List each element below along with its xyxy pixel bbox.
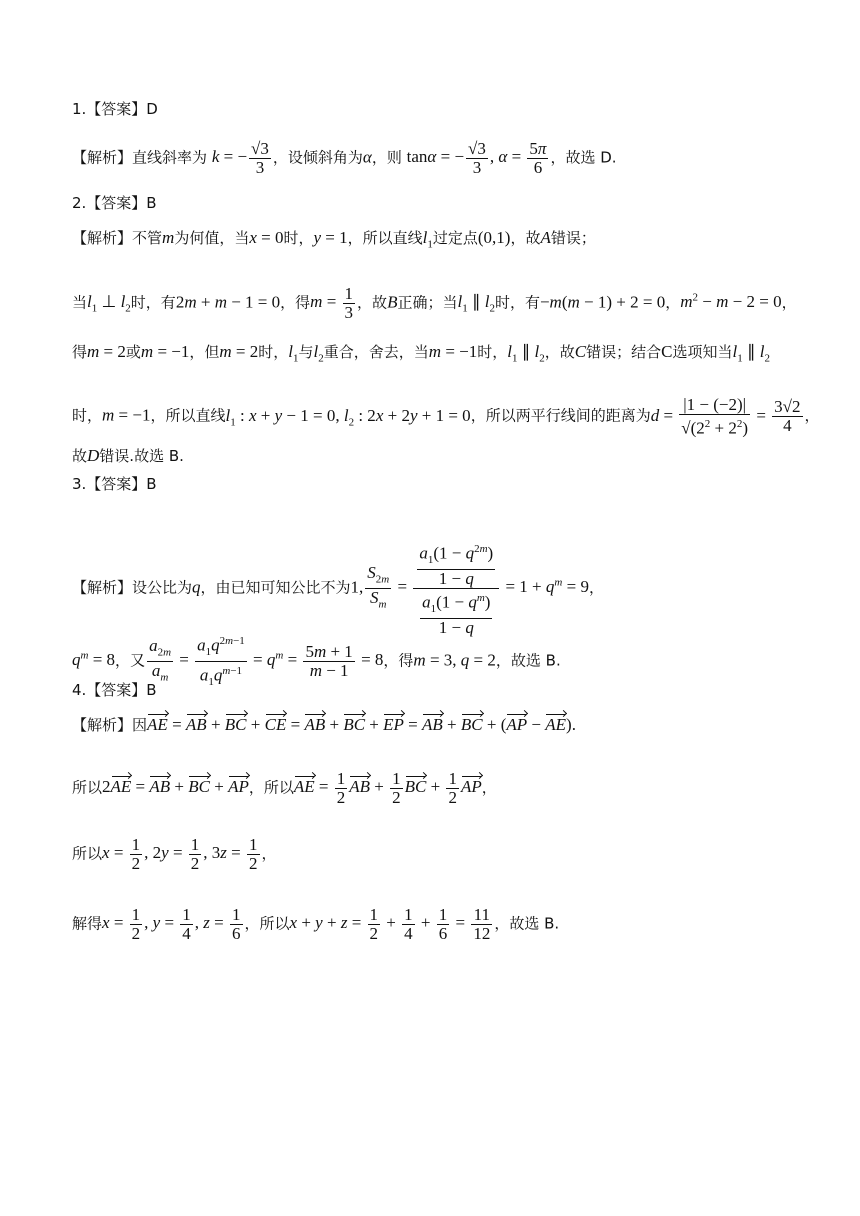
q3-line2: $q^m = 8$，又 $\frac{a_{2m}}{a_m}$ = $\frac{a_1q^{2m-1}}{a_1q^{m-1}}$ = $q^m$ = $\frac{5m + 1}{m - 1}$ = 8，得m = 3, q = 2，故选 B.	[72, 632, 561, 691]
q3-line1: 【解析】设公比为q，由已知可知公比不为1, $\frac{S_{2m}}{S_m}$ = $\frac{\frac{a_1(1 - q^{2m})}{1 - q}}{\frac{a_1(1 - q^m)}{1 - q}}$ = $1 + q^m = 9$，	[72, 540, 604, 637]
q2-line2: 当$l_1$ ⊥ $l_2$时，有2m + m − 1 = 0，得m = $\frac{1}{3}$ ，故B正确；当$l_1$ ∥ $l_2$时，有−m(m − 1) + 2 = 0，$m^2 - m - 2 = 0$，	[72, 284, 797, 322]
q4-line4: 解得x = $\frac{1}{2}$ , y = $\frac{1}{4}$ , z = $\frac{1}{6}$ ，所以x + y + z = $\frac{1}{2}$ + $\frac{1}{4}$ + $\frac{1}{6}$ = $\frac{11}{12}$ ，故选 B.	[72, 905, 560, 943]
q3-heading: 3.【答案】B	[72, 475, 157, 493]
q2-line3: 得m = 2或m = −1，但m = 2时，$l_1$与$l_2$重合，舍去，当m = −1时，$l_1$ ∥ $l_2$，故C错误；结合C选项知当$l_1$ ∥ $l_2$	[72, 342, 770, 365]
q4-line3: 所以x = $\frac{1}{2}$ , 2y = $\frac{1}{2}$ , 3z = $\frac{1}{2}$ ，	[72, 835, 277, 873]
q2-line1: 【解析】不管m为何值，当x = 0时，y = 1，所以直线$l_1$过定点(0,1)，故A错误；	[72, 228, 596, 251]
q2-line4: 时，m = −1，所以直线$l_1$ : x + y − 1 = 0, $l_2$ : 2x + 2y + 1 = 0，所以两平行线间的距离为d = $\frac{|1 - (-2)|}{√(2^2 + 2^2)}$ = $\frac{3√2}{4}$ ，	[72, 395, 820, 438]
q4-line1: 【解析】因AE = AB + BC + CE = AB + BC + EP = AB + BC + (AP − AE).	[72, 715, 576, 734]
q1-solution: 【解析】直线斜率为 k = − $\frac{√3}{3}$ ，设倾斜角为α，则 tanα = − $\frac{√3}{3}$ , α = $\frac{5\pi}{6}$ ，故选 D.	[72, 139, 617, 177]
q2-heading: 2.【答案】B	[72, 194, 157, 212]
q4-heading: 4.【答案】B	[72, 681, 157, 699]
q2-line5: 故D错误.故选 B.	[72, 446, 184, 465]
q4-line2: 所以2AE = AB + BC + AP，所以AE = $\frac{1}{2}$ AB + $\frac{1}{2}$ BC + $\frac{1}{2}$ AP，	[72, 769, 497, 807]
q1-heading: 1.【答案】D	[72, 100, 158, 118]
